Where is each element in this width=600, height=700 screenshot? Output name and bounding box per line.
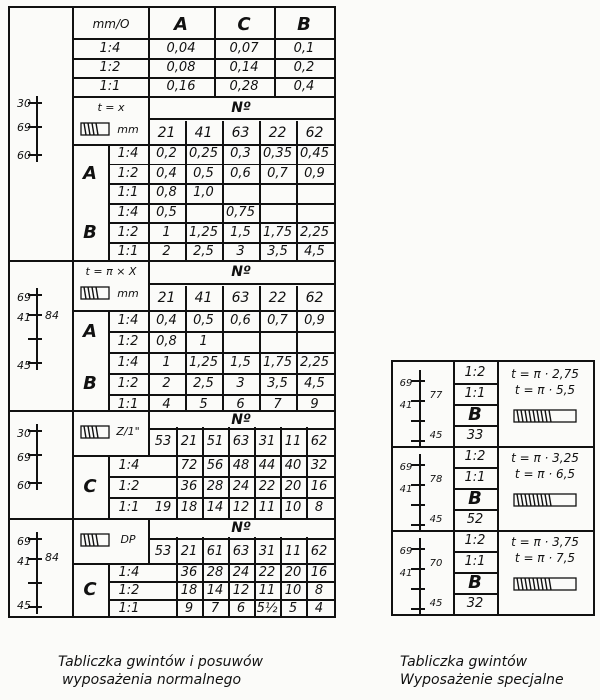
section1-value: 0,4 — [156, 165, 177, 181]
special-gauge-label: 41 — [399, 483, 413, 495]
section3-thread-number: 62 — [310, 433, 328, 449]
section3-value — [150, 455, 176, 476]
section3-value: 18 — [180, 500, 198, 515]
section3-unit: Z/1" — [116, 424, 140, 438]
section1-value — [259, 203, 296, 223]
special-thread-icon — [513, 408, 577, 424]
section3-thread-number: 31 — [258, 433, 276, 449]
section2-thread-number: 62 — [305, 290, 324, 306]
section3-thread-number: 63 — [232, 433, 250, 449]
caption-right-line2: Wyposażenie specjalne — [400, 672, 564, 688]
section1-value: 0,5 — [193, 165, 214, 181]
special-ratio: 1:1 — [464, 386, 486, 401]
section1-thread-number: 22 — [268, 125, 287, 141]
section1-gauge-label: 69 — [17, 120, 31, 134]
section2-group-label: A — [83, 320, 97, 342]
section1-group-label: A — [83, 162, 97, 184]
special-number: 33 — [466, 428, 484, 443]
section1-value: 0,35 — [263, 146, 292, 162]
section3-gauge-label: 30 — [17, 426, 31, 440]
section1-gauge-label: 60 — [17, 148, 31, 162]
section4-value: 11 — [258, 582, 276, 598]
section4-thread-number: 63 — [232, 543, 250, 559]
special-gauge-label: 69 — [399, 545, 413, 557]
section2-value: 1,25 — [189, 355, 218, 370]
special-ratio: 1:2 — [464, 365, 486, 380]
section4-value — [150, 563, 176, 581]
section1-value: 0,25 — [189, 146, 218, 162]
section2-value: 0,9 — [304, 313, 325, 328]
section3-group-label: C — [83, 476, 97, 497]
section4-value: 36 — [180, 564, 198, 580]
section2-thread-number: 21 — [157, 290, 176, 306]
special-number: 32 — [466, 596, 484, 611]
section1-value — [296, 183, 333, 203]
section1-value: 3,5 — [267, 244, 288, 260]
section2-value: 0,5 — [193, 313, 214, 328]
section3-value: 12 — [232, 500, 250, 515]
section3-value: 36 — [180, 479, 198, 494]
section3-ratio: 1:2 — [118, 479, 140, 494]
section4-value: 6 — [236, 600, 246, 616]
section4-thread-number: 31 — [258, 543, 276, 559]
special-gauge-label: 78 — [429, 473, 443, 485]
section1-value: 0,75 — [226, 205, 255, 221]
section4-value: 18 — [180, 582, 198, 598]
section2-thread-number: 41 — [194, 290, 213, 306]
special-gauge-label: 69 — [399, 461, 413, 473]
section2-gauge-label: 69 — [17, 290, 31, 304]
section2-value: 5 — [199, 397, 208, 412]
section4-value: 5½ — [256, 600, 278, 616]
special-letter: B — [468, 404, 482, 425]
section4-value: 28 — [206, 564, 224, 580]
section2-value: 1,5 — [230, 355, 251, 370]
feed-col-c: C — [237, 13, 251, 35]
section4-value: 9 — [184, 600, 194, 616]
feed-value: 0,14 — [229, 60, 259, 75]
section2-value: 3,5 — [267, 376, 288, 391]
section1-thread-number: 63 — [231, 125, 250, 141]
feed-value: 0,16 — [166, 79, 196, 94]
section2-value: 1 — [199, 334, 208, 349]
feed-ratio: 1:1 — [99, 79, 121, 94]
section1-ratio: 1:1 — [117, 185, 139, 201]
section3-value: 14 — [206, 500, 224, 515]
section2-value: 3 — [236, 376, 245, 391]
section3-value: 20 — [284, 479, 302, 494]
section1-value: 0,9 — [304, 165, 325, 181]
special-gauge-label: 77 — [429, 389, 443, 401]
section3-thread-number: 53 — [154, 433, 172, 449]
special-thread-icon — [513, 492, 577, 508]
special-ratio: 1:2 — [464, 533, 486, 548]
special-pitch: t = π · 3,75 — [511, 535, 579, 549]
section2-value: 2,25 — [300, 355, 329, 370]
section1-value: 0,2 — [156, 146, 177, 162]
section4-ratio: 1:4 — [118, 564, 140, 580]
section4-value: 20 — [284, 564, 302, 580]
caption-left — [58, 653, 338, 689]
section1-no-label: Nº — [231, 100, 251, 116]
section4-value: 24 — [232, 564, 250, 580]
feed-ratio: 1:2 — [99, 60, 121, 75]
section1-value — [259, 183, 296, 203]
special-gauge-label: 45 — [429, 513, 443, 525]
section3-value — [150, 476, 176, 497]
section4-gauge-label: 41 — [17, 554, 31, 568]
section4-thread-number: 11 — [284, 543, 302, 559]
special-gauge-label: 45 — [429, 597, 443, 609]
special-pitch: t = π · 6,5 — [514, 467, 576, 481]
section2-gauge-label: 45 — [17, 358, 31, 372]
section3-thread-number: 11 — [284, 433, 302, 449]
caption-right — [400, 653, 590, 689]
section2-value: 4 — [162, 397, 171, 412]
section4-value: 7 — [210, 600, 220, 616]
caption-left-line1: Tabliczka gwintów i posuwów — [58, 654, 263, 670]
special-pitch: t = π · 7,5 — [514, 551, 576, 565]
special-gauge-label: 70 — [429, 557, 443, 569]
section4-gauge-label: 45 — [17, 598, 31, 612]
section3-value: 56 — [206, 458, 224, 473]
section4-value: 4 — [314, 600, 324, 616]
section1-thread-number: 62 — [305, 125, 324, 141]
section4-ratio: 1:2 — [118, 582, 140, 598]
section4-unit: DP — [120, 532, 136, 546]
feed-header-symbol: mm/O — [92, 17, 130, 31]
section1-value: 1,0 — [193, 185, 214, 201]
section2-value: 4,5 — [304, 376, 325, 391]
feed-value: 0,2 — [293, 60, 315, 75]
section4-thread-number: 53 — [154, 543, 172, 559]
section3-gauge-label: 60 — [17, 478, 31, 492]
special-pitch: t = π · 2,75 — [511, 367, 579, 381]
special-gauge-label: 45 — [429, 429, 443, 441]
special-thread-table — [391, 360, 595, 616]
special-ratio: 1:2 — [464, 449, 486, 464]
section3-value: 48 — [232, 458, 250, 473]
section4-ratio: 1:1 — [118, 600, 140, 616]
section4-no-label: Nº — [231, 520, 251, 536]
feed-value: 0,07 — [229, 40, 259, 56]
section2-no-label: Nº — [231, 264, 251, 280]
feed-ratio: 1:4 — [99, 40, 121, 56]
section2-ratio: 1:2 — [117, 334, 139, 349]
section2-value — [259, 331, 296, 352]
section2-value: 2,5 — [193, 376, 214, 391]
section3-value: 11 — [258, 500, 276, 515]
special-pitch: t = π · 5,5 — [514, 383, 576, 397]
section2-unit: mm — [117, 286, 139, 300]
special-letter: B — [468, 572, 482, 593]
section2-pitch-formula: t = π × X — [85, 264, 137, 278]
special-pitch: t = π · 3,25 — [511, 451, 579, 465]
section3-gauge-label: 69 — [17, 450, 31, 464]
section4-value: 8 — [314, 582, 324, 598]
feed-value: 0,4 — [293, 79, 315, 94]
section2-thread-number: 63 — [231, 290, 250, 306]
section4-thread-number: 61 — [206, 543, 224, 559]
section4-value — [150, 599, 176, 617]
section1-value: 0,5 — [156, 205, 177, 221]
section1-gauge-label: 30 — [17, 96, 31, 110]
section4-group-label: C — [83, 579, 97, 600]
section1-value — [222, 183, 259, 203]
feed-col-b: B — [297, 13, 311, 35]
section4-thread-icon — [80, 532, 110, 548]
section3-value: 40 — [284, 458, 302, 473]
section1-ratio: 1:4 — [117, 146, 139, 162]
section3-value: 28 — [206, 479, 224, 494]
section2-value: 0,8 — [156, 334, 177, 349]
section4-value: 16 — [310, 564, 328, 580]
special-ratio: 1:1 — [464, 470, 486, 485]
section4-value: 5 — [288, 600, 298, 616]
section2-thread-icon — [80, 285, 110, 301]
special-thread-icon — [513, 576, 577, 592]
section1-group-label: B — [83, 221, 97, 243]
section3-value: 19 — [154, 500, 172, 515]
section1-value: 1 — [162, 224, 171, 240]
section1-value: 0,3 — [230, 146, 251, 162]
special-number: 52 — [466, 512, 484, 527]
section2-ratio: 1:4 — [117, 313, 139, 328]
section1-value: 0,7 — [267, 165, 288, 181]
special-letter: B — [468, 488, 482, 509]
section3-thread-number: 51 — [206, 433, 224, 449]
section1-thread-number: 21 — [157, 125, 176, 141]
section4-thread-number: 62 — [310, 543, 328, 559]
special-gauge-label: 41 — [399, 399, 413, 411]
section2-ratio: 1:2 — [117, 376, 139, 391]
section1-value: 2,25 — [300, 224, 329, 240]
section3-value: 24 — [232, 479, 250, 494]
section2-value: 9 — [310, 397, 319, 412]
section2-value — [296, 331, 333, 352]
section1-value: 0,8 — [156, 185, 177, 201]
caption-right-line1: Tabliczka gwintów — [400, 654, 528, 670]
section3-value: 32 — [310, 458, 328, 473]
section1-thread-number: 41 — [194, 125, 213, 141]
section1-ratio: 1:1 — [117, 244, 139, 260]
feed-value: 0,1 — [293, 40, 315, 56]
section3-thread-icon — [80, 424, 110, 440]
section2-value: 1 — [162, 355, 171, 370]
special-gauge-label: 69 — [399, 377, 413, 389]
section2-value: 0,4 — [156, 313, 177, 328]
section3-value: 8 — [314, 500, 324, 515]
section3-no-label: Nº — [231, 412, 251, 428]
section1-value: 4,5 — [304, 244, 325, 260]
feed-value: 0,08 — [166, 60, 196, 75]
section1-value — [185, 203, 222, 223]
special-ratio: 1:1 — [464, 554, 486, 569]
section4-value: 22 — [258, 564, 276, 580]
section1-thread-icon — [80, 121, 110, 137]
section1-value: 3 — [236, 244, 245, 260]
section2-value: 2 — [162, 376, 171, 391]
section1-value: 1,75 — [263, 224, 292, 240]
section2-value: 1,75 — [263, 355, 292, 370]
special-gauge-label: 41 — [399, 567, 413, 579]
section2-value: 0,7 — [267, 313, 288, 328]
section4-gauge-label: 69 — [17, 534, 31, 548]
section1-value: 0,6 — [230, 165, 251, 181]
section4-thread-number: 21 — [180, 543, 198, 559]
section3-ratio: 1:1 — [118, 500, 140, 515]
caption-left-line2: wyposażenia normalnego — [62, 672, 242, 688]
section3-value: 72 — [180, 458, 198, 473]
section3-value: 44 — [258, 458, 276, 473]
section1-value: 2 — [162, 244, 171, 260]
section4-value — [150, 581, 176, 599]
section2-ratio: 1:1 — [117, 397, 139, 412]
section1-value: 1,5 — [230, 224, 251, 240]
section2-thread-number: 22 — [268, 290, 287, 306]
section1-ratio: 1:2 — [117, 165, 139, 181]
feed-col-a: A — [174, 13, 188, 35]
section3-value: 16 — [310, 479, 328, 494]
section4-value: 10 — [284, 582, 302, 598]
section1-ratio: 1:4 — [117, 205, 139, 221]
main-thread-feed-table — [8, 6, 336, 618]
section2-value: 0,6 — [230, 313, 251, 328]
section1-value — [296, 203, 333, 223]
section2-value — [222, 331, 259, 352]
section4-value: 12 — [232, 582, 250, 598]
section2-ratio: 1:4 — [117, 355, 139, 370]
section3-value: 22 — [258, 479, 276, 494]
section1-value: 1,25 — [189, 224, 218, 240]
section2-value: 6 — [236, 397, 245, 412]
section2-gauge-label: 84 — [45, 308, 59, 322]
section2-value: 7 — [273, 397, 282, 412]
section1-value: 0,45 — [300, 146, 329, 162]
section2-group-label: B — [83, 373, 97, 394]
section2-gauge-label: 41 — [17, 310, 31, 324]
section4-value: 14 — [206, 582, 224, 598]
feed-value: 0,28 — [229, 79, 259, 94]
section4-gauge-label: 84 — [45, 550, 59, 564]
section3-thread-number: 21 — [180, 433, 198, 449]
section1-value: 2,5 — [193, 244, 214, 260]
feed-value: 0,04 — [166, 40, 196, 56]
section1-ratio: 1:2 — [117, 224, 139, 240]
section1-pitch-formula: t = x — [97, 100, 125, 114]
section3-value: 10 — [284, 500, 302, 515]
section3-ratio: 1:4 — [118, 458, 140, 473]
section1-unit: mm — [117, 122, 139, 136]
